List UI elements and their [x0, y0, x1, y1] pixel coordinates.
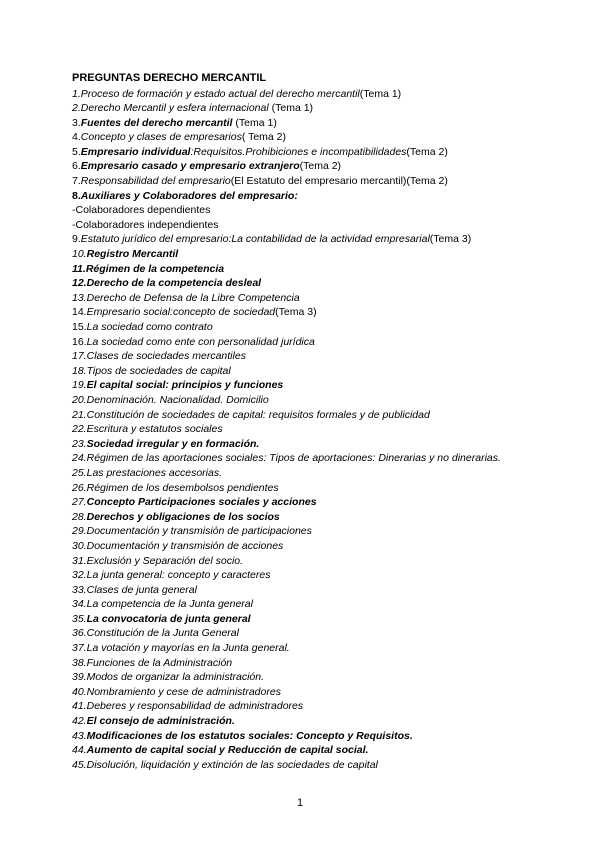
question-line: [72, 466, 572, 481]
question-line: [72, 408, 572, 423]
question-line: [72, 437, 572, 452]
question-text-segment: :Requisitos.Prohibiciones e incompatibilidades: [190, 145, 407, 158]
question-text-segment: Empresario casado y empresario extranjero: [80, 160, 300, 173]
question-text-segment: 40.: [72, 685, 87, 698]
question-line: [72, 758, 572, 773]
question-text-segment: El consejo de administración.: [86, 715, 235, 728]
question-text-segment: Régimen de los desembolsos pendientes: [86, 481, 279, 494]
question-text-segment: 18.: [72, 364, 87, 377]
question-text-segment: Exclusión y Separación del socio.: [86, 554, 244, 567]
question-text-segment: 26.: [72, 481, 87, 494]
question-text-segment: 19.: [72, 379, 87, 392]
page-number: 1: [296, 797, 304, 809]
question-text-segment: 7.: [72, 175, 81, 188]
question-text-segment: El capital social: principios y funciones: [86, 379, 284, 392]
question-text-segment: 1.: [72, 87, 81, 100]
question-line: [72, 539, 572, 554]
question-text-segment: Modificaciones de los estatutos sociales: Concepto y Requisitos.: [86, 729, 413, 742]
question-text-segment: 2.: [72, 102, 81, 115]
question-line: [72, 87, 572, 102]
question-text-segment: 6.: [72, 160, 81, 173]
question-text-segment: Modos de organizar la administración.: [86, 671, 265, 684]
question-text-segment: La sociedad como contrato: [86, 321, 213, 333]
question-line: [72, 626, 572, 641]
question-text-segment: Escritura y estatutos sociales: [86, 423, 223, 436]
question-text-segment: Deberes y responsabilidad de administradores: [86, 700, 304, 713]
question-line: [72, 583, 572, 598]
question-text-segment: -Colaboradores independientes: [72, 218, 219, 231]
question-text-segment: 14.: [72, 306, 87, 319]
question-text-segment: La junta general: concepto y caracteres: [86, 569, 271, 582]
question-text-segment: 5.: [72, 145, 81, 158]
question-text-segment: Clases de junta general: [86, 583, 197, 596]
question-line: [72, 714, 572, 729]
question-text-segment: 23.: [72, 437, 87, 450]
question-line: [72, 510, 572, 525]
question-text-segment: La votación y mayorías en la Junta general.: [86, 642, 290, 655]
question-line: [72, 729, 572, 744]
question-text-segment: Las prestaciones accesorias.: [86, 466, 223, 479]
question-text-segment: Disolución, liquidación y extinción de las sociedades de capital: [86, 758, 378, 771]
question-text-segment: Constitución de sociedades de capital: requisitos formales y de publicidad: [86, 408, 430, 421]
question-text-segment: 4.: [72, 131, 81, 144]
question-text-segment: Registro Mercantil: [86, 248, 179, 261]
question-text-segment: 8.: [72, 189, 81, 202]
question-text-segment: 44.: [72, 744, 87, 757]
question-line: [72, 568, 572, 583]
question-text-segment: 20.: [72, 393, 87, 406]
question-text-segment: 36.: [72, 627, 87, 640]
question-text-segment: 37.: [72, 642, 87, 655]
question-text-segment: Proceso de formación y estado actual del derecho mercantil: [80, 87, 360, 100]
question-text-segment: 22.: [72, 423, 87, 436]
question-text-segment: (Tema 2): [299, 160, 342, 173]
question-line: [72, 554, 572, 569]
question-text-segment: 30.: [72, 539, 87, 552]
question-text-segment: ( Tema 2): [241, 131, 287, 144]
question-lines: [72, 87, 572, 773]
question-text-segment: La competencia de la Junta general: [86, 598, 253, 611]
question-text-segment: Derechos y obligaciones de los socios: [86, 510, 280, 523]
question-text-segment: (Tema 1): [268, 102, 314, 115]
question-line: [72, 393, 572, 408]
question-text-segment: 39.: [72, 671, 87, 684]
question-line: [72, 262, 572, 277]
question-line: [72, 335, 572, 350]
question-text-segment: (Tema 3): [275, 306, 317, 319]
question-text-segment: (Tema 3): [429, 233, 472, 246]
question-text-segment: La convocatoria de junta general: [86, 612, 251, 625]
question-text-segment: Documentación y transmisión de participaciones: [86, 525, 312, 538]
question-text-segment: 33.: [72, 583, 87, 596]
question-line: [72, 159, 572, 174]
question-text-segment: Funciones de la Administración: [86, 656, 233, 669]
question-line: [72, 378, 572, 393]
question-line: [72, 656, 572, 671]
question-line: [72, 276, 572, 291]
question-line: [72, 116, 572, 131]
question-text-segment: Auxiliares y Colaboradores del empresario:: [80, 189, 298, 202]
question-text-segment: 45.: [72, 758, 87, 771]
question-text-segment: (El Estatuto del empresario mercantil)(Tema 2): [230, 175, 448, 188]
question-text-segment: 11.Régimen de la competencia: [72, 262, 225, 275]
question-text-segment: 24.: [72, 452, 87, 465]
question-line: [72, 349, 572, 364]
question-text-segment: 13.: [72, 291, 87, 304]
question-text-segment: 43.: [72, 729, 87, 742]
question-text-segment: 42.: [72, 715, 87, 728]
question-line: [72, 145, 572, 160]
question-text-segment: 21.: [72, 408, 87, 421]
question-text-segment: 28.: [72, 510, 87, 523]
question-text-segment: Empresario social:concepto de sociedad: [86, 306, 276, 319]
question-line: [72, 174, 572, 189]
question-text-segment: 9.: [72, 233, 81, 246]
question-text-segment: Concepto Participaciones sociales y acciones: [86, 496, 317, 509]
question-text-segment: -Colaboradores dependientes: [72, 204, 211, 217]
question-line: [72, 364, 572, 379]
question-line: [72, 291, 572, 306]
question-text-segment: Denominación. Nacionalidad. Domicilio: [86, 393, 269, 406]
question-text-segment: 16.: [72, 335, 87, 348]
question-text-segment: 25.: [72, 466, 87, 479]
question-text-segment: Derecho Mercantil y esfera internacional: [80, 102, 269, 115]
question-text-segment: Régimen de las aportaciones sociales: Tipos de aportaciones: Dinerarias y no dinerarias.: [86, 452, 501, 465]
question-line: [72, 524, 572, 539]
question-line: [72, 218, 572, 233]
question-text-segment: Tipos de sociedades de capital: [86, 364, 231, 377]
question-text-segment: 12.Derecho de la competencia desleal: [72, 277, 262, 290]
question-text-segment: Concepto y clases de empresarios: [80, 131, 242, 144]
question-line: [72, 451, 572, 466]
question-line: [72, 320, 572, 335]
question-text-segment: (Tema 1): [359, 87, 402, 100]
question-text-segment: 32.: [72, 569, 87, 582]
question-list: [72, 71, 572, 772]
question-line: [72, 101, 572, 116]
question-text-segment: 27.: [72, 496, 87, 509]
question-line: [72, 232, 572, 247]
question-line: [72, 612, 572, 627]
question-text-segment: 31.: [72, 554, 87, 567]
question-text-segment: 10.: [72, 248, 87, 261]
question-line: [72, 189, 572, 204]
question-text-segment: 15.: [72, 321, 87, 333]
question-text-segment: Sociedad irregular y en formación.: [86, 437, 260, 450]
question-line: [72, 699, 572, 714]
question-text-segment: 29.: [72, 525, 87, 538]
question-text-segment: 41.: [72, 700, 87, 713]
question-line: [72, 670, 572, 685]
question-line: [72, 597, 572, 612]
question-text-segment: 34.: [72, 598, 87, 611]
question-line: [72, 203, 572, 218]
question-line: [72, 495, 572, 510]
question-text-segment: (Tema 1): [232, 116, 277, 129]
question-text-segment: Clases de sociedades mercantiles: [86, 350, 246, 363]
question-text-segment: Aumento de capital social y Reducción de capital social.: [86, 744, 369, 757]
question-text-segment: Nombramiento y cese de administradores: [86, 685, 281, 698]
question-line: [72, 641, 572, 656]
question-text-segment: Empresario individual: [80, 145, 191, 158]
question-text-segment: 35.: [72, 612, 87, 625]
question-line: [72, 130, 572, 145]
question-text-segment: Constitución de la Junta General: [86, 627, 239, 640]
document-title: PREGUNTAS DERECHO MERCANTIL: [72, 72, 267, 84]
question-line: [72, 743, 572, 758]
question-line: [72, 422, 572, 437]
question-text-segment: La sociedad como ente con personalidad jurídica: [86, 335, 315, 348]
question-text-segment: Documentación y transmisión de acciones: [86, 539, 284, 552]
question-text-segment: (Tema 2): [406, 145, 448, 158]
question-line: [72, 305, 572, 320]
question-text-segment: 38.: [72, 656, 87, 669]
question-line: [72, 481, 572, 496]
question-text-segment: Estatuto jurídico del empresario:La contabilidad de la actividad empresarial: [80, 233, 430, 246]
question-text-segment: Fuentes del derecho mercantil: [80, 116, 233, 129]
question-text-segment: 17.: [72, 350, 87, 363]
question-text-segment: Derecho de Defensa de la Libre Competencia: [86, 291, 300, 304]
question-line: [72, 685, 572, 700]
question-line: [72, 247, 572, 262]
question-text-segment: Responsabilidad del empresario: [80, 175, 231, 188]
question-text-segment: 3.: [72, 116, 81, 129]
